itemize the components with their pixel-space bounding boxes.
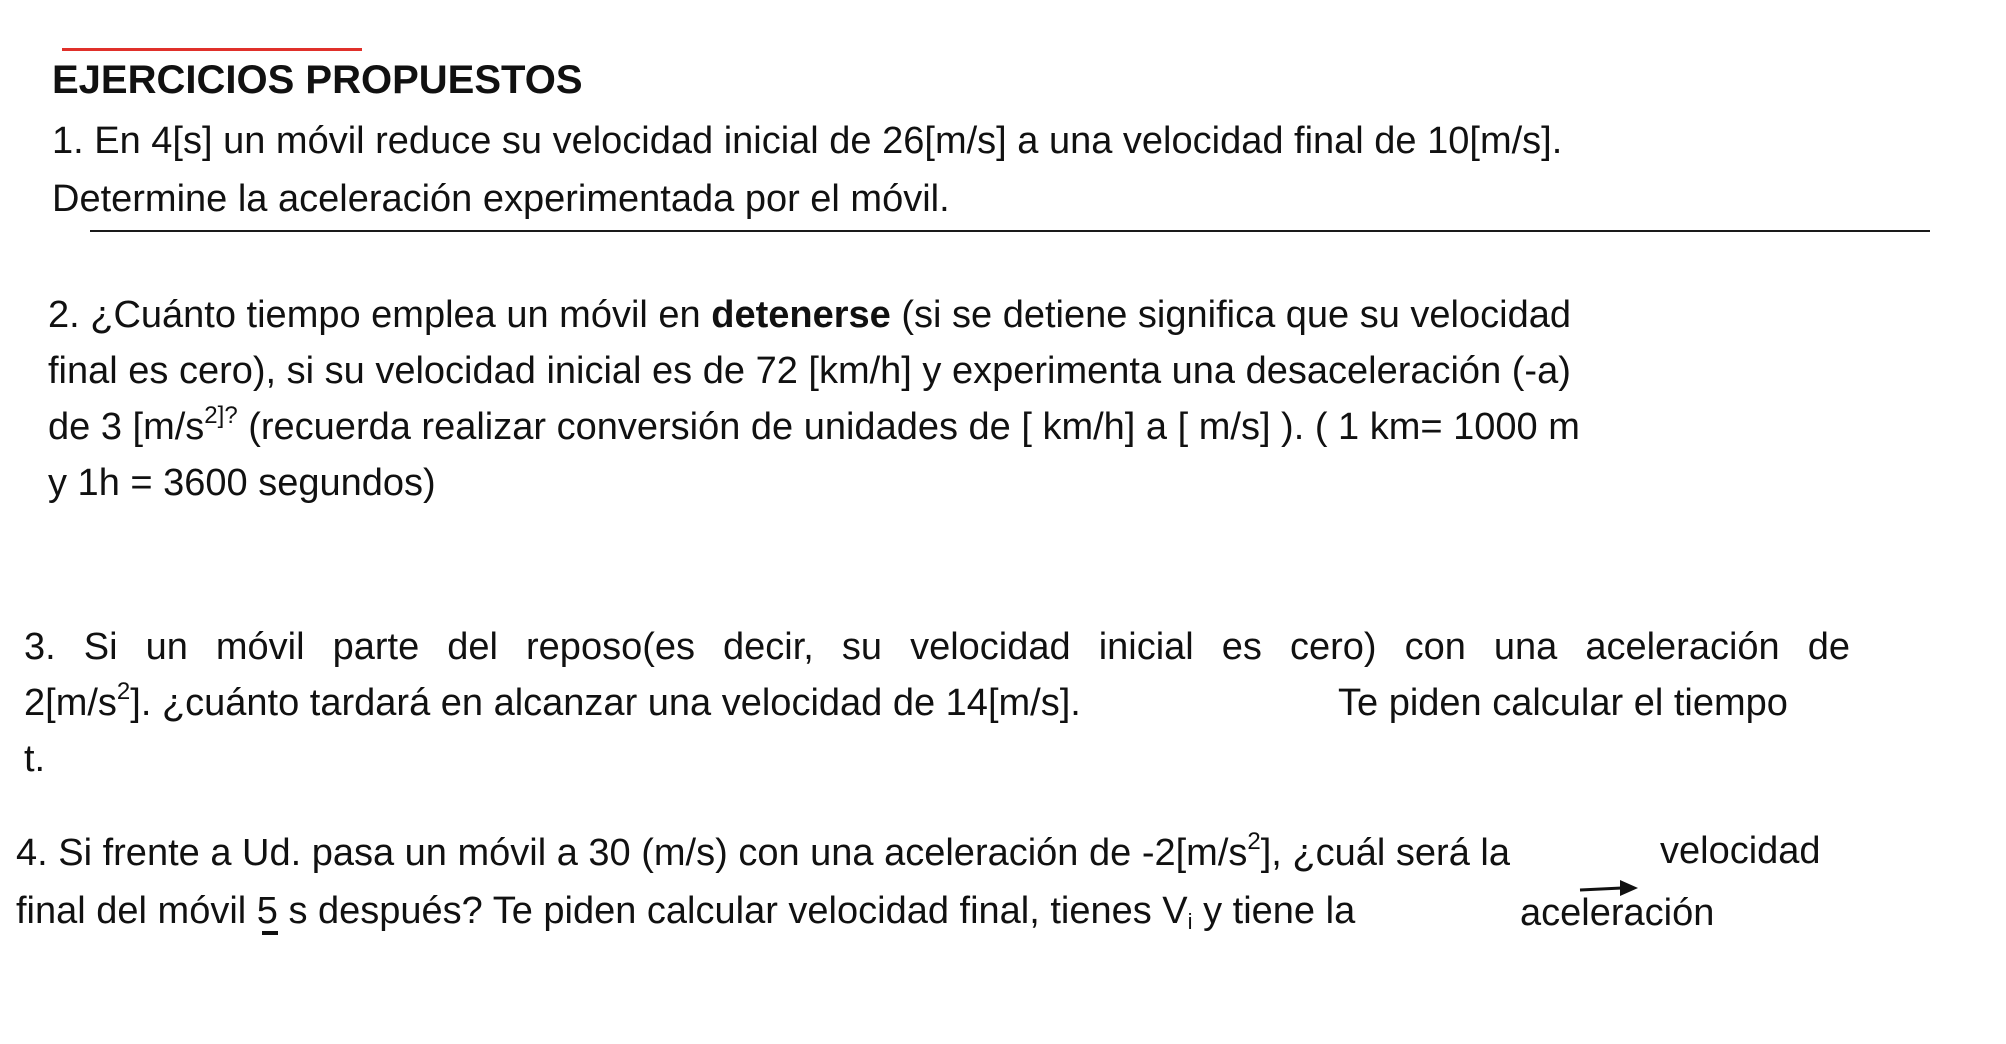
answer-line [90,230,1930,232]
exercise-2-line-3 [48,402,1580,449]
exercise-3-right-text: Te piden calcular el tiempo [1338,682,1788,724]
red-header-rule [62,48,362,51]
exercise-2-text: (si se detiene significa que su velocidad [890,294,1571,336]
exercise-1-line-1: 1. En 4[s] un móvil reduce su velocidad inicial de 26[m/s] a una velocidad final de 10[m/s]. [52,120,1563,162]
exercise-3-superscript: 2 [116,678,131,705]
exercise-3-line-3: t. [24,738,46,780]
exercise-4-superscript: 2 [1247,828,1261,855]
exercise-3-line-2 [24,678,1081,725]
exercise-2-line-2: final es cero), si su velocidad inicial es de 72 [km/h] y experimenta una desaceleración (-a) [48,350,1571,392]
exercise-2-superscript: 2]? [204,402,238,429]
pen-tick-mark [262,930,278,936]
exercise-4-text: ], ¿cuál será la [1260,832,1510,874]
exercise-2-text: (recuerda realizar conversión de unidades de [ km/h] a [ m/s] ). ( 1 km= 1000 m [237,406,1580,448]
exercise-4-subscript: i [1187,909,1193,934]
exercise-4-text: y tiene la [1192,890,1356,932]
exercise-3-text: ]. ¿cuánto tardará en alcanzar una velocidad de 14[m/s]. [130,682,1081,724]
exercise-2-line-1 [48,294,1571,337]
exercise-4-line-2 [16,890,1355,935]
exercise-2-line-4: y 1h = 3600 segundos) [48,462,436,504]
exercise-3-text: 2[m/s [24,682,117,724]
page-title: EJERCICIOS PROPUESTOS [52,58,583,102]
exercise-4-text: final del móvil 5 s después? Te piden calcular velocidad final, tienes V [16,890,1188,932]
exercise-4-text: 4. Si frente a Ud. pasa un móvil a 30 (m/s) con una aceleración de -2[m/s [16,832,1248,874]
exercise-1-line-2: Determine la aceleración experimentada por el móvil. [52,178,950,220]
exercise-4-line-1 [16,828,1510,875]
exercise-4-handwritten-word: velocidad [1660,830,1821,872]
exercise-3-line-1: 3. Si un móvil parte del reposo(es decir, su velocidad inicial es cero) con una aceleración de [24,626,1850,668]
vector-arrow-icon [1578,878,1638,900]
exercise-4-handwritten-word-2: aceleración [1520,892,1715,934]
exercise-2-text: de 3 [m/s [48,406,205,448]
exercise-2-bold-word: detenerse [711,294,891,336]
exercise-2-text: 2. ¿Cuánto tiempo emplea un móvil en [48,294,712,336]
